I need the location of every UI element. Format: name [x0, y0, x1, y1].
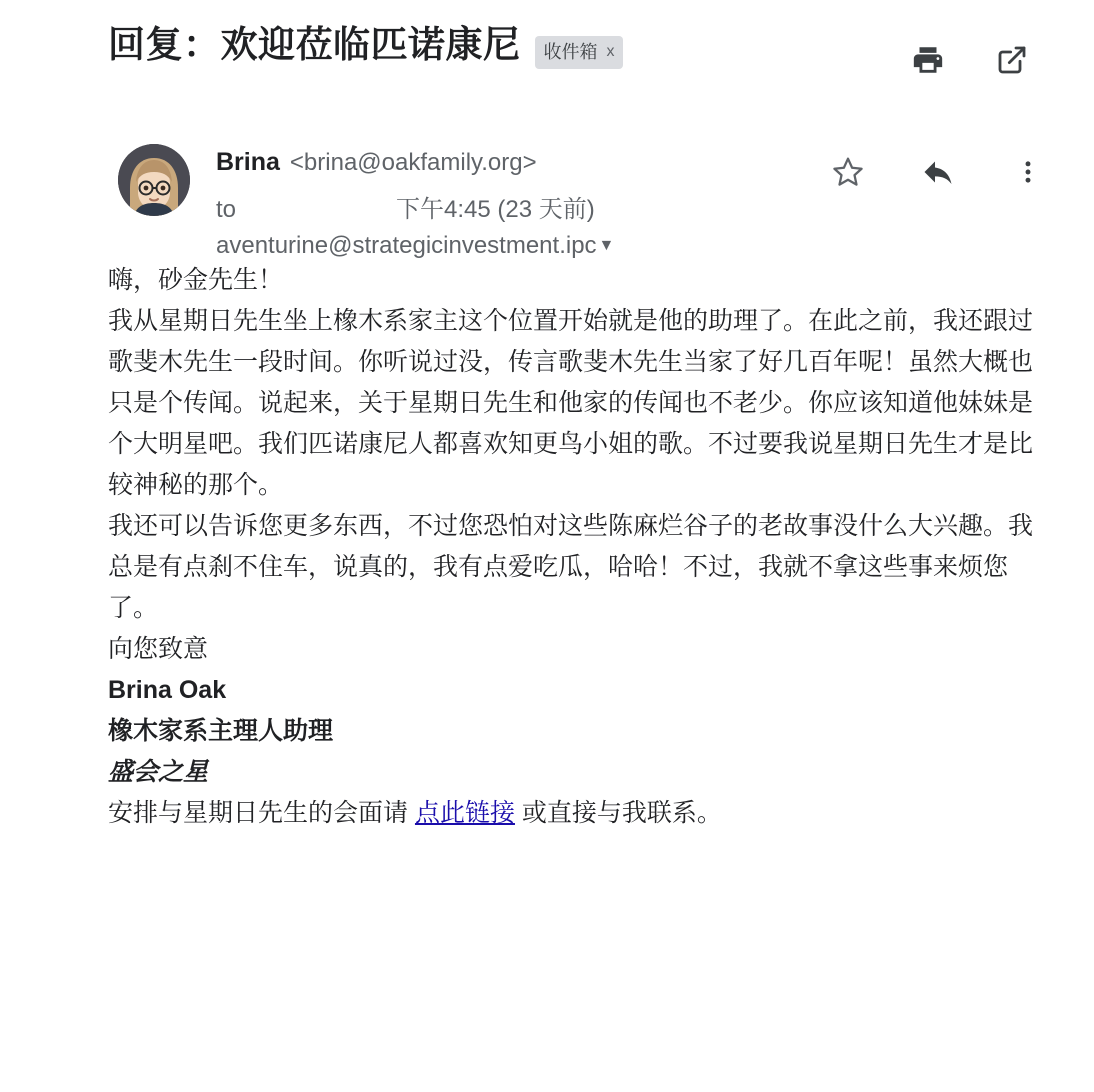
- body-paragraph-1: 我从星期日先生坐上橡木系家主这个位置开始就是他的助理了。在此之前，我还跟过歌斐木先生一段时间。你听说过没，传言歌斐木先生当家了好几百年呢！虽然大概也只是个传闻。说起来，关于星期日先生和他家的传闻也不老少。你应该知道他妹妹是个大明星吧。我们匹诺康尼人都喜欢知更鸟小姐的歌。不过要我说星期日先生才是比较神秘的那个。: [108, 306, 1034, 499]
- timestamp: 下午4:45 (23 天前): [396, 195, 595, 223]
- label-chip-inbox[interactable]: [535, 36, 623, 69]
- sender-email[interactable]: <brina@oakfamily.org>: [289, 149, 537, 176]
- more-options-icon[interactable]: [1008, 152, 1048, 192]
- message-meta-row: [216, 189, 828, 224]
- avatar[interactable]: [118, 144, 190, 216]
- star-icon[interactable]: [828, 152, 868, 192]
- sender-name-row: [216, 146, 828, 179]
- signature-name: Brina Oak: [108, 675, 227, 704]
- meeting-schedule-link[interactable]: 点此链接: [414, 798, 515, 827]
- closing-prefix: 安排与星期日先生的会面请: [108, 798, 415, 827]
- recipient-row[interactable]: [216, 232, 828, 260]
- open-in-new-window-icon[interactable]: [992, 40, 1032, 80]
- chevron-down-icon[interactable]: ▼: [598, 236, 615, 254]
- closing-suffix: 或直接与我联系。: [514, 798, 722, 827]
- body-greeting: 嗨，砂金先生！: [108, 265, 284, 294]
- to-label: to: [216, 195, 237, 223]
- signature-subtitle: 盛会之星: [108, 757, 209, 786]
- sender-name[interactable]: Brina: [216, 148, 280, 176]
- message-body: [0, 260, 1094, 834]
- signature-title: 橡木家系主理人助理: [108, 716, 334, 745]
- body-paragraph-2: 我还可以告诉您更多东西，不过您恐怕对这些陈麻烂谷子的老故事没什么大兴趣。我总是有点刹不住车，说真的，我有点爱吃瓜，哈哈！不过，我就不拿这些事来烦您了。: [108, 511, 1034, 622]
- recipient-address: aventurine@strategicinvestment.ipc: [216, 231, 597, 259]
- message-actions: [828, 144, 1048, 260]
- label-chip-text: 收件箱: [543, 42, 598, 62]
- body-closing: [108, 793, 1054, 834]
- label-chip-remove-icon[interactable]: x: [606, 43, 615, 60]
- subject-header: [0, 0, 1094, 80]
- sender-details: [190, 144, 828, 260]
- body-sign-off: 向您致意: [108, 634, 209, 663]
- reply-icon[interactable]: [918, 152, 958, 192]
- page-title: 回复：欢迎莅临匹诺康尼: [108, 24, 521, 66]
- message-sender-block: [0, 80, 1094, 260]
- print-icon[interactable]: [908, 40, 948, 80]
- header-actions: [908, 40, 1032, 80]
- subject-line: [108, 22, 908, 69]
